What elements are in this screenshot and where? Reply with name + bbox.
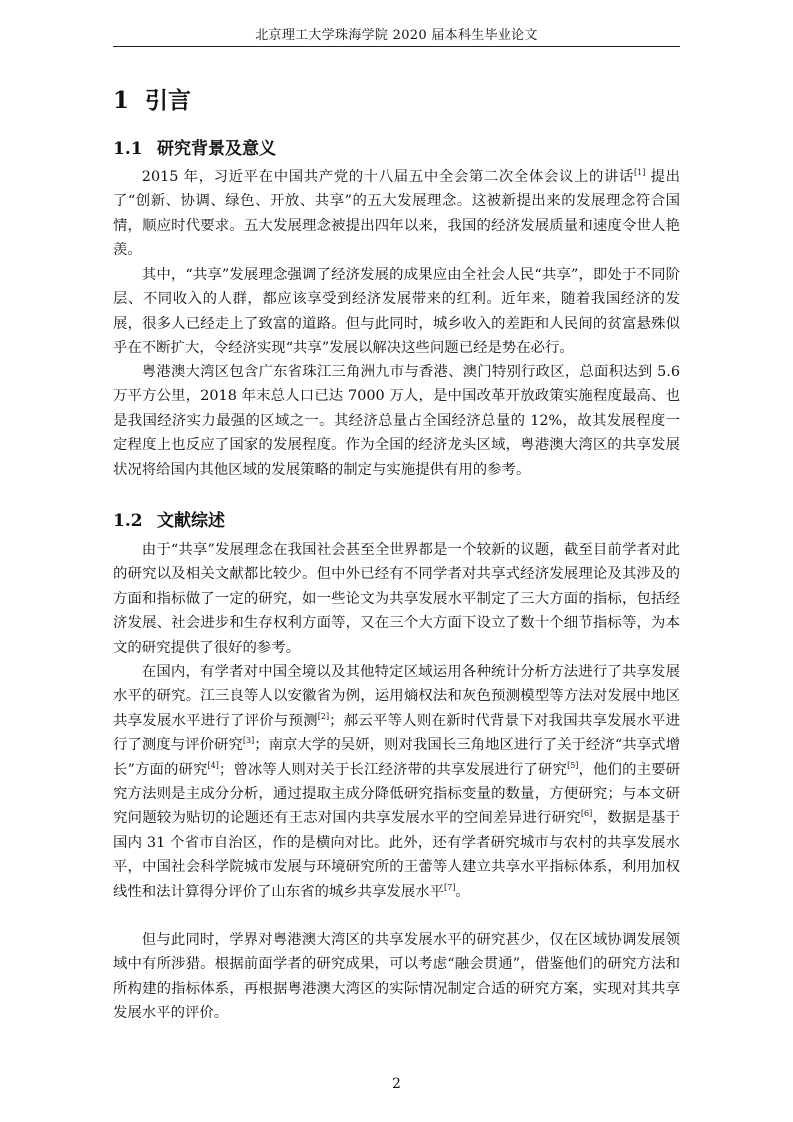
citation-ref: [6] [580,809,593,819]
section-title: 研究背景及意义 [157,139,276,159]
paragraph-background-3: 粤港澳大湾区包含广东省珠江三角洲九市与香港、澳门特别行政区，总面积达到 5.6 万平方公里，2018 年末总人口已达 7000 万人，是中国改革开放政策实施程度最高、也是我国经济实力最强的区域之一。其经济总量占全国经济总量的 12%，故其发展程度一定程度上也反应了国家的发展程度。作为全国的经济龙头区域，粤港澳大湾区的共享发展状况将给国内其他区域的发展策略的制定与实施提供有用的参考。 [113,364,680,478]
section-title: 文献综述 [157,511,225,531]
paragraph-review-2 [113,660,680,904]
citation-ref: [3] [242,736,255,746]
paragraph-text: ；曾冰等人则对关于长江经济带的共享发展进行了研究 [218,761,568,778]
paragraph-background-1 [113,165,680,263]
paragraph-text: ，数据是基于国内 31 个省市自治区，作的是横向对比。此外，还有学者研究城市与农村的共享发展水平，中国社会科学院城市发展与环境研究所的王蕾等人建立共享水平指标体系，利用加权线性和法计算得分评价了山东省的城乡共享发展水平 [113,810,680,900]
paragraph-background-2: 其中，“共享”发展理念强调了经济发展的成果应由全社会人民“共享”，即处于不同阶层、不同收入的人群，都应该享受到经济发展带来的红利。近年来，随着我国经济的发展，很多人已经走上了致富的道路。但与此同时，城乡收入的差距和人民间的贫富悬殊似乎在不断扩大，令经济实现“共享”发展以解决这些问题已经是势在必行。 [113,267,680,357]
chapter-title: 引言 [145,87,191,114]
section-number: 1.2 [113,511,143,531]
citation-ref: [5] [567,760,579,770]
citation-ref: [4] [207,760,219,770]
citation-ref: [7] [444,882,456,892]
paragraph-text: 。 [455,883,470,900]
paragraph-text: ，他们的主要研究方法则是主成分分析，通过提取主成分降低研究指标变量的数量，方便研究；与本文研究问题较为贴切的论题还有王志对国内共享发展水平的空间差异进行研究 [113,761,680,827]
running-header: 北京理工大学珠海学院 2020 届本科生毕业论文 [255,28,538,43]
paragraph-review-3: 但与此同时，学界对粤港澳大湾区的共享发展水平的研究甚少，仅在区域协调发展领域中有所涉猎。根据前面学者的研究成果，可以考虑“融会贯通”，借鉴他们的研究方法和所构建的指标体系，再根据粤港澳大湾区的实际情况制定合适的研究方案，实现对其共享发展水平的评价。 [113,932,680,1022]
paragraph-review-1: 由于“共享”发展理念在我国社会甚至全世界都是一个较新的议题，截至目前学者对此的研究以及相关文献都比较少。但中外已经有不同学者对共享式经济发展理论及其涉及的方面和指标做了一定的研究，如一些论文为共享发展水平制定了三大方面的指标，包括经济发展、社会进步和生存权利方面等，又在三个大方面下设立了数十个细节指标等，为本文的研究提供了很好的参考。 [113,542,680,656]
page-number: 2 [392,1076,401,1092]
paragraph-text: 在国内，有学者对中国全境以及其他特定区域运用各种统计分析方法进行了共享发展水平的研究。江三良等人以安徽省为例，运用熵权法和灰色预测模型等方法对发展中地区共享发展水平进行了评价与预测 [113,664,680,729]
section-heading-1-1 [113,134,276,159]
paragraph-text: ；郝云平等人则在新时代背景下对我国共享发展水平进行了测度与评价研究 [113,712,680,754]
section-heading-1-2 [113,506,225,531]
citation-ref: [2] [317,712,330,722]
citation-ref: [1] [634,168,646,178]
paragraph-text: 2015 年，习近平在中国共产党的十八届五中全会第二次全体会议上的讲话 [141,169,635,185]
header-rule [113,46,680,47]
paragraph-text: ；南京大学的吴妍，则对我国长三角地区进行了关于经济“共享式增长”方面的研究 [113,737,680,778]
chapter-heading [113,82,191,115]
paragraph-text: 提出了“创新、协调、绿色、开放、共享”的五大发展理念。这被新提出来的发展理念符合国情，顺应时代要求。五大发展理念被提出四年以来，我国的经济发展质量和速度令世人艳羡。 [113,169,680,259]
section-number: 1.1 [113,139,143,159]
chapter-number: 1 [113,87,130,114]
